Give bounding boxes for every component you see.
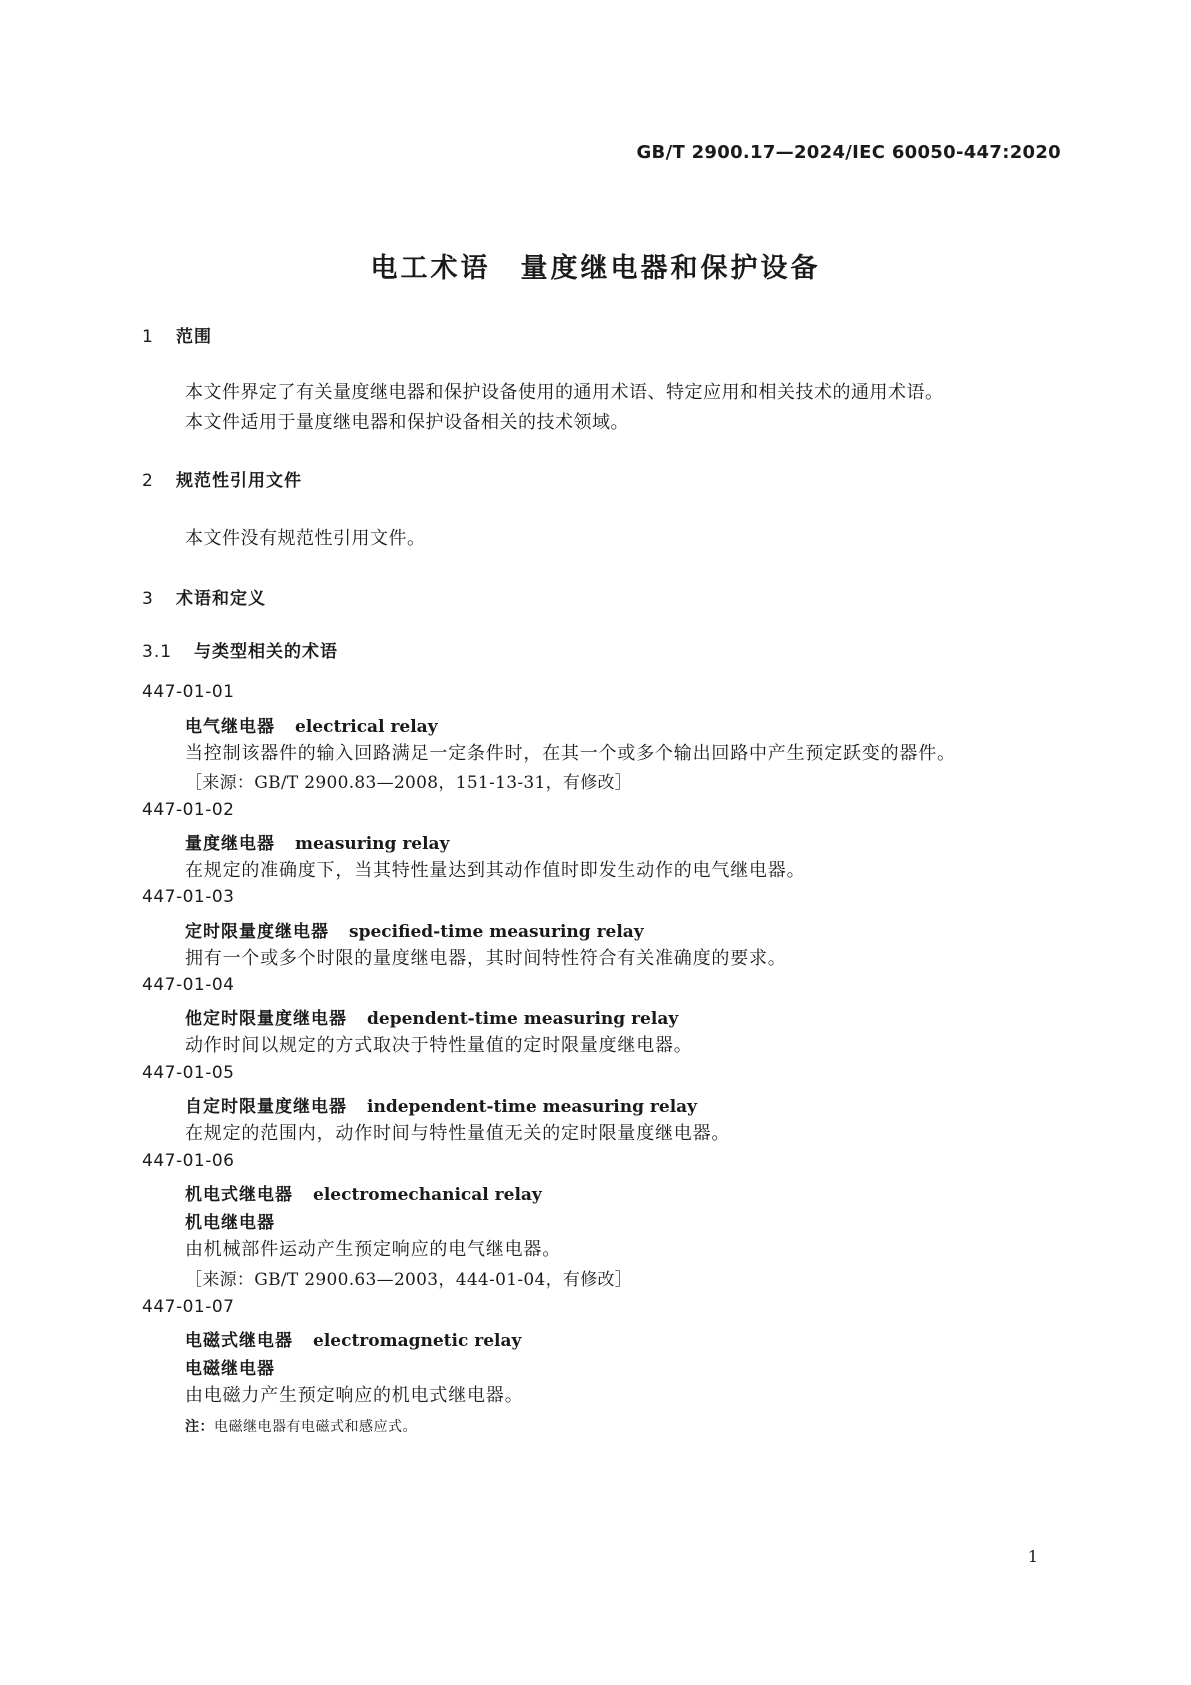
term-zh: 机电式继电器 bbox=[185, 1185, 293, 1205]
term-en: measuring relay bbox=[295, 834, 450, 854]
term-name bbox=[185, 1004, 678, 1029]
term-en: independent-time measuring relay bbox=[367, 1097, 698, 1117]
section-number: 3 bbox=[142, 589, 154, 609]
subsection-heading bbox=[142, 637, 338, 662]
term-id: 447-01-07 bbox=[142, 1297, 235, 1317]
section-heading-scope bbox=[142, 322, 212, 347]
term-zh: 自定时限量度继电器 bbox=[185, 1097, 347, 1117]
term-note bbox=[185, 1416, 417, 1436]
term-en: dependent-time measuring relay bbox=[367, 1009, 679, 1029]
section-title: 规范性引用文件 bbox=[176, 471, 302, 491]
term-definition: 当控制该器件的输入回路满足一定条件时，在其一个或多个输出回路中产生预定跃变的器件。 bbox=[185, 743, 956, 764]
normative-paragraph: 本文件没有规范性引用文件。 bbox=[185, 528, 426, 549]
term-id: 447-01-02 bbox=[142, 800, 235, 820]
term-name bbox=[185, 917, 644, 942]
term-en: electromechanical relay bbox=[313, 1185, 542, 1205]
term-id: 447-01-03 bbox=[142, 887, 235, 907]
subsection-number: 3.1 bbox=[142, 642, 173, 662]
term-synonym: 机电继电器 bbox=[185, 1213, 275, 1233]
term-name bbox=[185, 712, 438, 737]
subsection-title: 与类型相关的术语 bbox=[194, 642, 338, 662]
term-zh: 电气继电器 bbox=[185, 717, 275, 737]
scope-paragraph-2: 本文件适用于量度继电器和保护设备相关的技术领域。 bbox=[185, 412, 629, 433]
term-source: ［来源：GB/T 2900.83—2008，151-13-31，有修改］ bbox=[185, 773, 633, 793]
term-id: 447-01-06 bbox=[142, 1151, 235, 1171]
term-id: 447-01-01 bbox=[142, 682, 235, 702]
term-zh: 定时限量度继电器 bbox=[185, 922, 329, 942]
section-number: 2 bbox=[142, 471, 154, 491]
section-title: 范围 bbox=[176, 327, 212, 347]
term-zh: 电磁式继电器 bbox=[185, 1331, 293, 1351]
term-name bbox=[185, 1326, 521, 1351]
term-definition: 拥有一个或多个时限的量度继电器，其时间特性符合有关准确度的要求。 bbox=[185, 948, 787, 969]
section-title: 术语和定义 bbox=[176, 589, 266, 609]
term-id: 447-01-05 bbox=[142, 1063, 235, 1083]
term-name bbox=[185, 1180, 542, 1205]
term-definition: 动作时间以规定的方式取决于特性量值的定时限量度继电器。 bbox=[185, 1035, 693, 1056]
scope-paragraph-1: 本文件界定了有关量度继电器和保护设备使用的通用术语、特定应用和相关技术的通用术语。 bbox=[185, 382, 944, 403]
term-definition: 由电磁力产生预定响应的机电式继电器。 bbox=[185, 1385, 524, 1406]
section-number: 1 bbox=[142, 327, 154, 347]
page-number: 1 bbox=[1027, 1547, 1038, 1566]
term-name bbox=[185, 1092, 697, 1117]
standard-code: GB/T 2900.17—2024/IEC 60050-447:2020 bbox=[636, 142, 1061, 163]
term-definition: 在规定的范围内，动作时间与特性量值无关的定时限量度继电器。 bbox=[185, 1123, 731, 1144]
term-en: electromagnetic relay bbox=[313, 1331, 522, 1351]
term-en: electrical relay bbox=[295, 717, 438, 737]
note-label: 注： bbox=[185, 1419, 214, 1435]
term-name bbox=[185, 829, 449, 854]
term-definition: 在规定的准确度下，当其特性量达到其动作值时即发生动作的电气继电器。 bbox=[185, 860, 806, 881]
note-text: 电磁继电器有电磁式和感应式。 bbox=[214, 1419, 417, 1435]
term-en: specified-time measuring relay bbox=[349, 922, 644, 942]
title-part-2: 量度继电器和保护设备 bbox=[520, 253, 821, 284]
title-part-1: 电工术语 bbox=[370, 253, 491, 284]
section-heading-normative bbox=[142, 466, 302, 491]
term-definition: 由机械部件运动产生预定响应的电气继电器。 bbox=[185, 1239, 561, 1260]
term-zh: 量度继电器 bbox=[185, 834, 275, 854]
section-heading-terms bbox=[142, 584, 266, 609]
document-title bbox=[0, 246, 1191, 285]
term-id: 447-01-04 bbox=[142, 975, 235, 995]
term-zh: 他定时限量度继电器 bbox=[185, 1009, 347, 1029]
term-source: ［来源：GB/T 2900.63—2003，444-01-04，有修改］ bbox=[185, 1270, 633, 1290]
term-synonym: 电磁继电器 bbox=[185, 1359, 275, 1379]
